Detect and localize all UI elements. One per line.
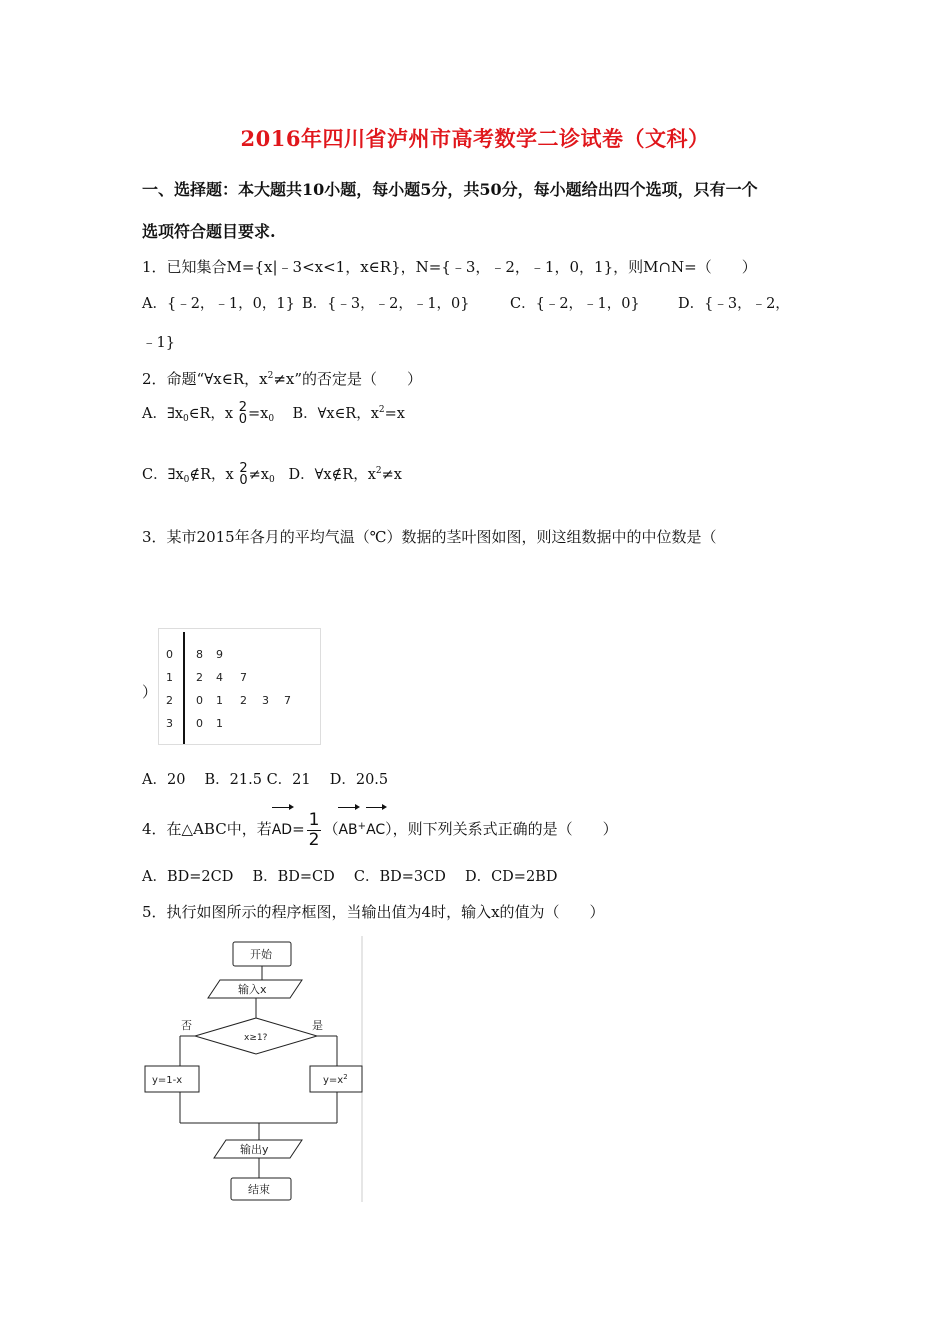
flow-no-label: 否 [181,1019,192,1032]
q1-stem: 1．已知集合M={x|﹣3<x<1，x∈R}，N={﹣3，﹣2，﹣1，0，1}，则M∩N=（ ） [142,258,757,276]
vector-ab: AB [338,804,357,850]
leaf: 2 [196,671,203,684]
flow-end-label: 结束 [248,1183,270,1196]
fraction-one-half: $\frac{1}{2}$ [308,809,320,850]
flow-input-label: 输入x [238,983,267,996]
leaf: 0 [196,694,203,707]
flow-left-box-label: y=1-x [152,1075,183,1086]
flow-right-box-label: $y=x^2$ [323,1073,348,1086]
stem-2: 2 [166,694,173,707]
vector-ad: AD [272,804,292,850]
leaf: 7 [240,671,247,684]
q3-stem-close: ） [142,683,158,701]
vector-ac: AC [366,804,385,850]
q1-option-a: A．{﹣2，﹣1，0，1} [142,296,295,312]
flow-output-label: 输出y [240,1143,269,1156]
q4-options: A．BD=2CD B．BD=CD C．BD=3CD D．CD=2BD [142,869,558,885]
q1-option-b: B．{﹣3，﹣2，﹣1，0} [302,296,470,312]
q3-stem: 3．某市2015年各月的平均气温（℃）数据的茎叶图如图，则这组数据中的中位数是（ [142,528,717,546]
program-flowchart [140,932,365,1204]
q2-option-c: C．$\exists x_0\notin R$，x 2 0 $\ne x_0$ [142,461,275,488]
flow-condition-label: x≥1? [244,1033,268,1043]
section-heading-line1: 一、选择题：本大题共10小题，每小题5分，共50分，每小题给出四个选项，只有一个 [142,180,758,199]
q2-options-row1 [142,402,405,426]
stem-3: 3 [166,717,173,730]
leaf: 9 [216,648,223,661]
flow-yes-label: 是 [312,1019,323,1032]
section-heading-line2: 选项符合题目要求. [142,222,276,241]
q1-option-c: C．{﹣2，﹣1，0} [510,296,640,312]
page-title: 2016年四川省泸州市高考数学二诊试卷（文科） [240,126,710,151]
leaf: 2 [240,694,247,707]
leaf: 4 [216,671,223,684]
q4-stem: 4．在△ABC中，若AD= $\frac{1}{2}$ （AB+AC），则下列关系式正确的是（ ） [142,804,618,852]
leaf: 1 [216,694,223,707]
q1-option-d: D．{﹣3，﹣2， [678,296,790,312]
q2-option-d: D．∀x∉R，$x^2\ne x$ [288,466,402,483]
q2-option-a: A．$\exists x_0\in R$，x 2 0 $=x_0$ [142,400,275,427]
leaf: 7 [284,694,291,707]
q1-option-d-continued: ﹣1} [142,335,175,351]
leaf: 1 [216,717,223,730]
q2-stem: 2．命题“∀x∈R，$x^2\ne x$”的否定是（ ） [142,370,423,388]
q3-options: A．20 B．21.5 C．21 D．20.5 [142,772,389,788]
q5-stem: 5．执行如图所示的程序框图，当输出值为4时，输入x的值为（ ） [142,903,605,921]
stem-1: 1 [166,671,173,684]
stem-0: 0 [166,648,173,661]
q2-options-row2 [142,463,402,487]
q2-option-b: B．∀x∈R，$x^2=x$ [292,405,405,422]
leaf: 3 [262,694,269,707]
leaf: 8 [196,648,203,661]
flow-start-label: 开始 [250,948,272,961]
stem-leaf-plot [158,628,323,748]
leaf: 0 [196,717,203,730]
